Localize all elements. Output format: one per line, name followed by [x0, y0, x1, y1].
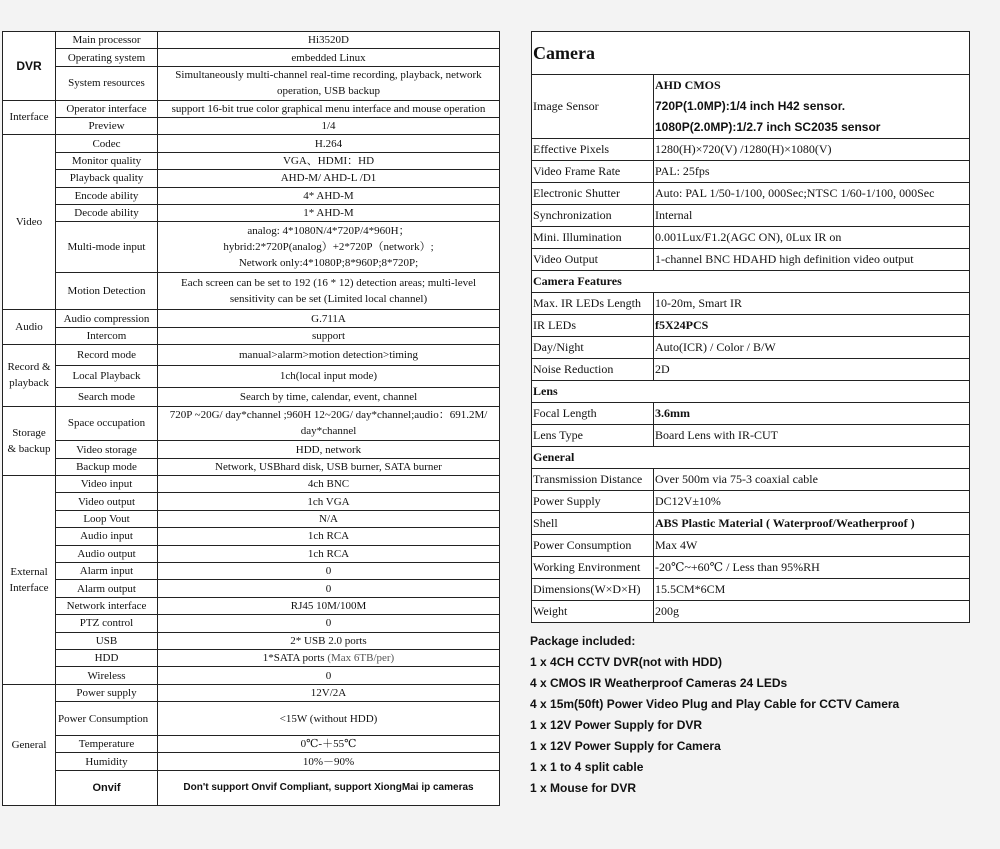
spec-label: Noise Reduction — [532, 359, 654, 381]
category-storage-backup — [3, 406, 56, 476]
spec-label: Video Output — [532, 249, 654, 271]
spec-value: Board Lens with IR-CUT — [654, 425, 970, 447]
sensor-line: 1080P(2.0MP):1/2.7 inch SC2035 sensor — [655, 120, 881, 134]
spec-value: 1-channel BNC HDAHD high definition video output — [654, 249, 970, 271]
spec-value: Max 4W — [654, 535, 970, 557]
spec-value: 1ch VGA — [158, 493, 500, 510]
spec-value: HDD, network — [158, 441, 500, 458]
spec-label: Record mode — [56, 345, 158, 365]
spec-value: 2* USB 2.0 ports — [158, 632, 500, 649]
multi-mode-line: Network only:4*1080P;8*960P;8*720P; — [238, 257, 419, 270]
multi-mode-line: analog: 4*1080N/4*720P/4*960H； — [247, 225, 410, 238]
spec-label: Video input — [56, 476, 158, 493]
category-line: Record & — [7, 361, 51, 374]
package-title: Package included: — [530, 634, 636, 648]
category-line: & backup — [7, 442, 51, 455]
category-line: Storage — [12, 426, 46, 439]
spec-label: Network interface — [56, 597, 158, 614]
camera-spec-table — [531, 31, 970, 623]
hdd-ports: 1*SATA ports — [262, 652, 328, 665]
package-item: 4 x CMOS IR Weatherproof Cameras 24 LEDs — [530, 676, 788, 690]
spec-label: Temperature — [56, 735, 158, 752]
spec-value: -20℃~+60℃ / Less than 95%RH — [654, 557, 970, 579]
spec-value: Each screen can be set to 192 (16 * 12) detection areas; multi-level sensitivity can be set (Limited local channel) — [158, 273, 500, 310]
sensor-line: 720P(1.0MP):1/4 inch H42 sensor. — [655, 99, 846, 113]
spec-value: 0 — [158, 580, 500, 597]
sensor-line: AHD CMOS — [655, 78, 721, 92]
spec-value: 15.5CM*6CM — [654, 579, 970, 601]
spec-label: Focal Length — [532, 403, 654, 425]
spec-value: f5X24PCS — [654, 315, 970, 337]
spec-value: 0℃-＋55℃ — [158, 735, 500, 752]
package-item: 1 x 4CH CCTV DVR(not with HDD) — [530, 655, 722, 669]
spec-value: 4* AHD-M — [158, 187, 500, 204]
section-camera-features: Camera Features — [532, 271, 970, 293]
spec-label: Working Environment — [532, 557, 654, 579]
spec-label: Local Playback — [56, 365, 158, 388]
package-item: 1 x 12V Power Supply for DVR — [530, 718, 703, 732]
category-external-interface — [3, 476, 56, 685]
spec-value: Search by time, calendar, event, channel — [158, 388, 500, 406]
spec-value: PAL: 25fps — [654, 161, 970, 183]
spec-label: Synchronization — [532, 205, 654, 227]
spec-label: Alarm input — [56, 563, 158, 580]
spec-value — [654, 75, 970, 139]
spec-label: PTZ control — [56, 615, 158, 632]
category-interface: Interface — [3, 100, 56, 135]
spec-value: 2D — [654, 359, 970, 381]
spec-label: Playback quality — [56, 170, 158, 187]
spec-value: 10%－90% — [158, 753, 500, 770]
spec-value: 4ch BNC — [158, 476, 500, 493]
spec-label: Weight — [532, 601, 654, 623]
spec-label: Search mode — [56, 388, 158, 406]
spec-label: Effective Pixels — [532, 139, 654, 161]
spec-label: Power Consumption — [532, 535, 654, 557]
package-item: 4 x 15m(50ft) Power Video Plug and Play Cable for CCTV Camera — [530, 697, 900, 711]
spec-label: Day/Night — [532, 337, 654, 359]
spec-value: 12V/2A — [158, 684, 500, 701]
spec-label: Max. IR LEDs Length — [532, 293, 654, 315]
spec-value: Internal — [654, 205, 970, 227]
package-included — [530, 631, 990, 799]
category-video: Video — [3, 135, 56, 310]
spec-value: 1280(H)×720(V) /1280(H)×1080(V) — [654, 139, 970, 161]
spec-value: RJ45 10M/100M — [158, 597, 500, 614]
spec-value: 1ch RCA — [158, 545, 500, 562]
spec-value — [158, 650, 500, 667]
spec-label: Audio output — [56, 545, 158, 562]
spec-label: Power Consumption — [56, 702, 158, 736]
spec-value: 720P ~20G/ day*channel ;960H 12~20G/ day*channel;audio：691.2M/ day*channel — [158, 406, 500, 441]
spec-value: <15W (without HDD) — [158, 702, 500, 736]
spec-label: Lens Type — [532, 425, 654, 447]
spec-label: Wireless — [56, 667, 158, 684]
spec-value: H.264 — [158, 135, 500, 152]
spec-label: Space occupation — [56, 406, 158, 441]
spec-label: Image Sensor — [532, 75, 654, 139]
category-line: playback — [9, 377, 49, 390]
spec-value: 1ch RCA — [158, 528, 500, 545]
spec-label: Alarm output — [56, 580, 158, 597]
package-item: 1 x 12V Power Supply for Camera — [530, 739, 721, 753]
spec-label: Mini. Illumination — [532, 227, 654, 249]
spec-label: HDD — [56, 650, 158, 667]
spec-value: manual>alarm>motion detection>timing — [158, 345, 500, 365]
spec-label: Transmission Distance — [532, 469, 654, 491]
category-line: External — [10, 565, 48, 578]
spec-label: Audio compression — [56, 310, 158, 327]
spec-value: Auto(ICR) / Color / B/W — [654, 337, 970, 359]
spec-value: AHD-M/ AHD-L /D1 — [158, 170, 500, 187]
spec-label: Encode ability — [56, 187, 158, 204]
spec-label: Multi-mode input — [56, 222, 158, 273]
spec-label: IR LEDs — [532, 315, 654, 337]
category-general: General — [3, 684, 56, 805]
spec-value: 1* AHD-M — [158, 204, 500, 221]
spec-value: 1ch(local input mode) — [158, 365, 500, 388]
spec-value: 0 — [158, 615, 500, 632]
spec-value: 0 — [158, 667, 500, 684]
spec-label: Operator interface — [56, 100, 158, 117]
category-record-playback — [3, 345, 56, 406]
spec-label: Power Supply — [532, 491, 654, 513]
multi-mode-line: hybrid:2*720P(analog）+2*720P（network）; — [223, 241, 434, 254]
dvr-spec-table — [2, 31, 500, 806]
spec-value: 0 — [158, 563, 500, 580]
package-item: 1 x 1 to 4 split cable — [530, 760, 644, 774]
spec-label: Main processor — [56, 32, 158, 49]
spec-label: Electronic Shutter — [532, 183, 654, 205]
camera-title: Camera — [532, 32, 970, 75]
spec-value: Simultaneously multi-channel real-time recording, playback, network operation, USB backup — [158, 66, 500, 100]
hdd-capacity: (Max 6TB/per) — [327, 652, 395, 665]
spec-label: Power supply — [56, 684, 158, 701]
spec-value: VGA、HDMI：HD — [158, 152, 500, 169]
spec-value: 3.6mm — [654, 403, 970, 425]
category-dvr: DVR — [3, 32, 56, 101]
spec-label: Preview — [56, 117, 158, 134]
spec-label: USB — [56, 632, 158, 649]
spec-value: Network, USBhard disk, USB burner, SATA burner — [158, 458, 500, 475]
spec-label: Backup mode — [56, 458, 158, 475]
section-general: General — [532, 447, 970, 469]
spec-value: 200g — [654, 601, 970, 623]
spec-label: Decode ability — [56, 204, 158, 221]
spec-label: Humidity — [56, 753, 158, 770]
spec-value: Over 500m via 75-3 coaxial cable — [654, 469, 970, 491]
section-lens: Lens — [532, 381, 970, 403]
spec-value: 1/4 — [158, 117, 500, 134]
spec-label: Monitor quality — [56, 152, 158, 169]
spec-value: ABS Plastic Material ( Waterproof/Weatherproof ) — [654, 513, 970, 535]
spec-value: Hi3520D — [158, 32, 500, 49]
spec-label: Dimensions(W×D×H) — [532, 579, 654, 601]
spec-label: Shell — [532, 513, 654, 535]
spec-label: Codec — [56, 135, 158, 152]
category-line: Interface — [9, 581, 49, 594]
spec-value: G.711A — [158, 310, 500, 327]
spec-label: Operating system — [56, 49, 158, 66]
spec-label: System resources — [56, 66, 158, 100]
spec-value — [158, 222, 500, 273]
spec-value: Auto: PAL 1/50-1/100, 000Sec;NTSC 1/60-1/100, 000Sec — [654, 183, 970, 205]
spec-value: 0.001Lux/F1.2(AGC ON), 0Lux IR on — [654, 227, 970, 249]
spec-value: support — [158, 327, 500, 344]
package-item: 1 x Mouse for DVR — [530, 781, 637, 795]
spec-label: Audio input — [56, 528, 158, 545]
spec-label: Loop Vout — [56, 510, 158, 527]
spec-label: Video storage — [56, 441, 158, 458]
spec-label: Onvif — [56, 770, 158, 805]
spec-value: Don't support Onvif Compliant, support XiongMai ip cameras — [158, 770, 500, 805]
spec-value: N/A — [158, 510, 500, 527]
category-audio: Audio — [3, 310, 56, 345]
spec-label: Video output — [56, 493, 158, 510]
spec-label: Intercom — [56, 327, 158, 344]
spec-value: DC12V±10% — [654, 491, 970, 513]
spec-value: 10-20m, Smart IR — [654, 293, 970, 315]
spec-value: embedded Linux — [158, 49, 500, 66]
spec-label: Motion Detection — [56, 273, 158, 310]
spec-label: Video Frame Rate — [532, 161, 654, 183]
spec-value: support 16-bit true color graphical menu interface and mouse operation — [158, 100, 500, 117]
